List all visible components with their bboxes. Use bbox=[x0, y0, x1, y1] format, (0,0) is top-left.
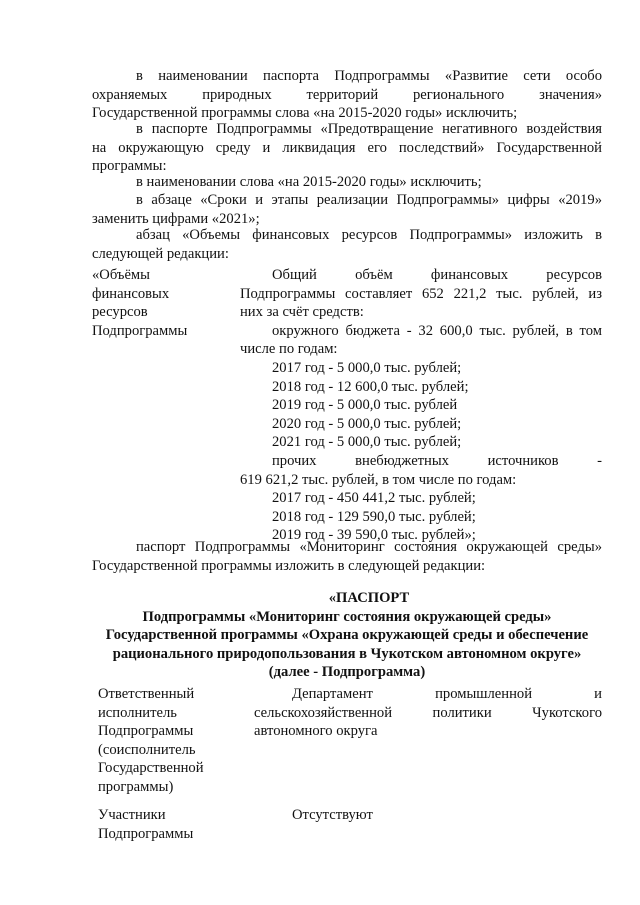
text-line: финансовых bbox=[92, 285, 170, 302]
paragraph-terms bbox=[92, 191, 602, 228]
text-line: сельскохозяйственной политики Чукотского bbox=[254, 704, 602, 721]
title-line: Подпрограммы «Мониторинг состояния окружающей среды» bbox=[142, 608, 552, 625]
title-line: «ПАСПОРТ bbox=[328, 590, 410, 606]
year-line: 2019 год - 39 590,0 тыс. рублей»; bbox=[272, 527, 476, 544]
text-line: Подпрограммы bbox=[92, 322, 188, 339]
year-line: 2017 год - 5 000,0 тыс. рублей; bbox=[272, 359, 462, 376]
text-line: Подпрограммы bbox=[98, 723, 194, 740]
text-line: автономного округа bbox=[254, 723, 378, 740]
text-line: охраняемых природных территорий регионального значения» bbox=[92, 86, 602, 103]
text-line: Подпрограммы составляет 652 221,2 тыс. рублей, из bbox=[240, 285, 602, 302]
text-line: исполнитель bbox=[98, 704, 177, 721]
text-line: Отсутствуют bbox=[292, 807, 373, 823]
text-line: программы: bbox=[92, 158, 167, 175]
text-line: Государственной программы изложить в следующей редакции: bbox=[92, 557, 486, 574]
text-line: Департамент промышленной и bbox=[292, 686, 602, 702]
year-line: 2018 год - 12 600,0 тыс. рублей; bbox=[272, 378, 469, 395]
paragraph-finance-volumes bbox=[92, 226, 602, 263]
text-line: абзац «Объемы финансовых ресурсов Подпрограммы» изложить в bbox=[136, 227, 602, 243]
text-line: Общий объём финансовых ресурсов bbox=[272, 267, 602, 283]
text-line: прочих внебюджетных источников - bbox=[272, 452, 602, 469]
year-line: 2018 год - 129 590,0 тыс. рублей; bbox=[272, 508, 476, 525]
paragraph-rename-passport bbox=[92, 67, 602, 123]
title-line: (далее - Подпрограмма) bbox=[268, 664, 426, 681]
paragraph-passport-monitoring bbox=[92, 538, 602, 575]
text-line: них за счёт средств: bbox=[240, 304, 364, 321]
paragraph-rename-words bbox=[92, 173, 602, 192]
text-line: в наименовании паспорта Подпрограммы «Развитие сети особо bbox=[136, 68, 602, 84]
year-line: 2021 год - 5 000,0 тыс. рублей; bbox=[272, 434, 462, 451]
text-line: Подпрограммы bbox=[98, 825, 194, 842]
text-line: «Объёмы bbox=[92, 267, 150, 283]
text-line: Государственной bbox=[98, 760, 204, 777]
passport-title bbox=[92, 589, 602, 682]
year-line: 2017 год - 450 441,2 тыс. рублей; bbox=[272, 490, 476, 507]
text-line: Ответственный bbox=[98, 686, 195, 702]
text-line: Государственной программы слова «на 2015-2020 годы» исключить; bbox=[92, 105, 518, 122]
text-line: следующей редакции: bbox=[92, 245, 229, 262]
title-line: Государственной программы «Охрана окружающей среды и обеспечение bbox=[105, 627, 589, 644]
text-line: ресурсов bbox=[92, 304, 148, 321]
text-line: паспорт Подпрограммы «Мониторинг состояния окружающей среды» bbox=[136, 539, 602, 555]
responsible-value bbox=[254, 685, 602, 741]
text-line: окружного бюджета - 32 600,0 тыс. рублей, в том bbox=[272, 322, 602, 339]
responsible-label bbox=[98, 685, 238, 797]
participants-value bbox=[292, 806, 602, 825]
year-line: 2020 год - 5 000,0 тыс. рублей; bbox=[272, 415, 462, 432]
text-line: на окружающую среду и ликвидация его последствий» Государственной bbox=[92, 139, 602, 156]
text-line: в абзаце «Сроки и этапы реализации Подпрограммы» цифры «2019» bbox=[136, 192, 602, 208]
text-line: числе по годам: bbox=[240, 341, 338, 358]
year-line: 2019 год - 5 000,0 тыс. рублей bbox=[272, 397, 458, 414]
title-line: рационального природопользования в Чукотском автономном округе» bbox=[112, 645, 582, 662]
text-line: 619 621,2 тыс. рублей, в том числе по годам: bbox=[240, 471, 517, 488]
participants-label bbox=[98, 806, 238, 843]
paragraph-passport-prevention bbox=[92, 120, 602, 176]
text-line: программы) bbox=[98, 778, 174, 795]
text-line: (соисполнитель bbox=[98, 741, 196, 758]
finance-label bbox=[92, 266, 232, 340]
text-line: заменить цифрами «2021»; bbox=[92, 210, 260, 227]
text-line: Участники bbox=[98, 807, 166, 823]
text-line: в паспорте Подпрограммы «Предотвращение негативного воздействия bbox=[136, 121, 602, 137]
finance-description bbox=[240, 266, 602, 545]
text-line: в наименовании слова «на 2015-2020 годы» исключить; bbox=[136, 174, 482, 190]
